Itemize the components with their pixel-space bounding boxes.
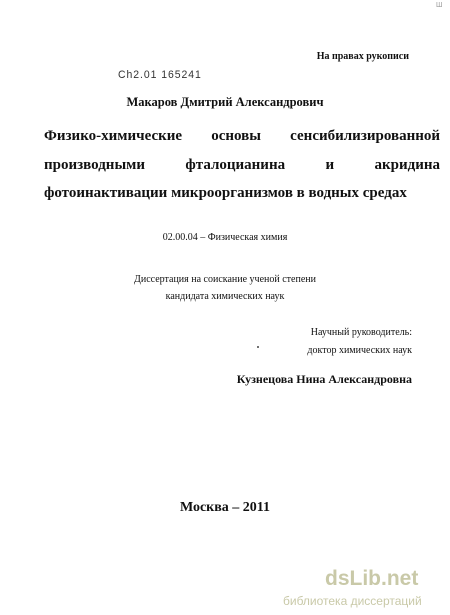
city-and-year: Москва – 2011 xyxy=(179,500,271,515)
advisor-name: Кузнецова Нина Александровна xyxy=(236,372,412,386)
thesis-title-line-3: фотоинактивации микроорганизмов в водных средах xyxy=(44,185,407,201)
advisor-degree: доктор химических наук xyxy=(307,345,412,356)
site-watermark xyxy=(283,567,422,608)
dissertation-statement-line-2: кандидата химических наук xyxy=(165,291,285,302)
author-name: Макаров Дмитрий Александрович xyxy=(126,95,324,109)
watermark-logo: dsLib.net xyxy=(325,567,419,590)
manuscript-rights-label: На правах рукописи xyxy=(316,51,409,62)
advisor-label: Научный руководитель: xyxy=(310,327,412,338)
dissertation-statement-line-1: Диссертация на соискание ученой степени xyxy=(134,274,316,285)
corner-mark: Ш xyxy=(436,2,443,9)
scan-speck xyxy=(257,346,259,348)
thesis-title-line-1: Физико-химические основы сенсибилизированной xyxy=(44,128,440,144)
watermark-subtitle: библиотека диссертаций xyxy=(283,594,422,608)
library-stamp: Ch2.01 165241 xyxy=(118,69,202,81)
specialty-code: 02.00.04 – Физическая химия xyxy=(162,232,288,243)
thesis-title-line-2: производными фталоцианина и акридина xyxy=(44,157,440,173)
